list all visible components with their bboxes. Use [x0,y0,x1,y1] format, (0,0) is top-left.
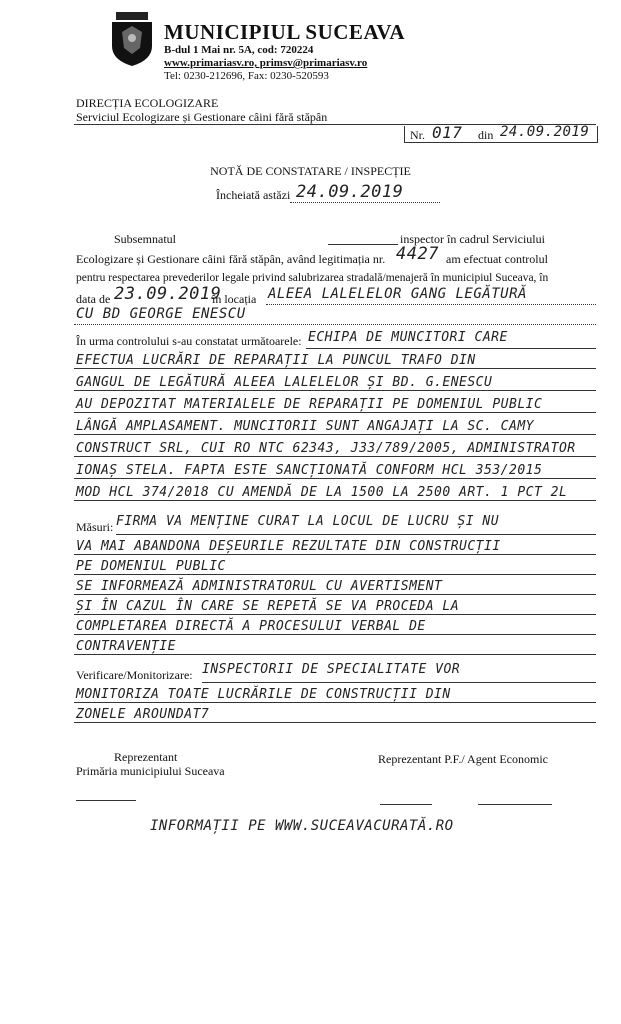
concluded-label: Încheiată astăzi [216,188,291,202]
data-value: 23.09.2019 [114,284,222,304]
findings-line: MOD HCL 374/2018 CU AMENDĂ DE LA 1500 LA 2500 ART. 1 PCT 2L [76,485,568,500]
findings-line: CONSTRUCT SRL, CUI RO NTC 62343, J33/789/2005, ADMINISTRATOR [76,441,576,456]
locatia-value: ALEEA LALELELOR GANG LEGĂTURĂ [268,286,527,302]
sign-left-line [76,800,136,801]
measures-line: CONTRAVENȚIE [76,639,176,654]
findings-line: LÂNGĂ AMPLASAMENT. MUNCITORII SUNT ANGAJAȚI LA SC. CAMY [76,419,534,434]
intro-line2b: am efectuat controlul [446,252,548,266]
verification-rule [74,702,596,703]
verification-first: INSPECTORII DE SPECIALITATE VOR [202,662,461,677]
sign-right-line-a [380,804,432,805]
locatia-label: în locația [212,292,257,306]
intro-inspector: inspector în cadrul Serviciului [400,232,545,246]
web-link[interactable]: www.primariasv.ro, primsv@primariasv.ro [164,57,368,69]
measures-label: Măsuri: [76,520,114,534]
label-rule [306,348,596,349]
findings-rule [74,412,596,413]
concluded-line [290,202,440,203]
findings-rule [74,456,596,457]
name-blank [328,244,398,245]
measures-rule [74,654,596,655]
label-rule [116,534,596,535]
verification-line: MONITORIZA TOATE LUCRĂRILE DE CONSTRUCȚII DIN [76,687,451,702]
measures-first: FIRMA VA MENȚINE CURAT LA LOCUL DE LUCRU ȘI NU [116,514,500,529]
verification-line: ZONELE AROUNDAT7 [76,707,210,722]
date-value: 24.09.2019 [500,124,590,140]
leg-number: 4427 [396,244,439,264]
data-label: data de [76,292,111,306]
sign-right-line-b [478,804,552,805]
intro-line3: pentru respectarea prevederilor legale privind salubrizarea stradală/menajeră în municipiul Suceava, în [76,272,549,284]
locatia-line2 [74,324,596,325]
findings-rule [74,478,596,479]
document-title: NOTĂ DE CONSTATARE / INSPECȚIE [210,164,411,178]
findings-line: GANGUL DE LEGĂTURĂ ALEEA LALELELOR ȘI BD. G.ENESCU [76,375,493,390]
measures-line: ȘI ÎN CAZUL ÎN CARE SE REPETĂ SE VA PROCEDA LA [76,599,460,614]
findings-line: IONAȘ STELA. FAPTA ESTE SANCȚIONATĂ CONFORM HCL 353/2015 [76,463,543,478]
findings-label: În urma controlului s-au constatat următoarele: [76,334,302,348]
findings-line: AU DEPOZITAT MATERIALELE DE REPARAȚII PE DOMENIUL PUBLIC [76,397,543,412]
sign-left-title: Reprezentant [114,750,178,764]
nr-value: 017 [432,123,463,142]
intro-line2: Ecologizare și Gestionare câini fără stăpân, având legitimația nr. [76,252,386,266]
measures-rule [74,554,596,555]
measures-rule [74,634,596,635]
address: B-dul 1 Mai nr. 5A, cod: 720224 [164,44,314,56]
din-label: din [478,128,494,142]
intro-subsemnatul: Subsemnatul [114,232,176,246]
verification-label: Verificare/Monitorizare: [76,668,193,682]
findings-rule [74,434,596,435]
coat-of-arms-icon [110,12,154,66]
findings-rule [74,500,596,501]
sign-left-sub: Primăria municipiului Suceava [76,764,225,778]
measures-rule [74,594,596,595]
locatia-line [266,304,596,305]
concluded-date: 24.09.2019 [296,182,404,202]
measures-rule [74,574,596,575]
label-rule [202,682,596,683]
sign-right-title: Reprezentant P.F./ Agent Economic [378,752,549,766]
city-title: MUNICIPIUL SUCEAVA [164,20,406,44]
findings-rule [74,368,596,369]
nr-label: Nr. [410,128,425,142]
phone: Tel: 0230-212696, Fax: 0230-520593 [164,70,329,82]
measures-line: PE DOMENIUL PUBLIC [76,559,226,574]
findings-rule [74,390,596,391]
findings-first: ECHIPA DE MUNCITORI CARE [308,330,508,345]
measures-rule [74,614,596,615]
findings-line: EFECTUA LUCRĂRI DE REPARAȚII LA PUNCUL TRAFO DIN [76,353,476,368]
department-name: DIRECȚIA ECOLOGIZARE [76,96,219,110]
measures-line: COMPLETAREA DIRECTĂ A PROCESULUI VERBAL DE [76,619,426,634]
measures-line: VA MAI ABANDONA DEȘEURILE REZULTATE DIN CONSTRUCȚII [76,539,501,554]
measures-line: SE INFORMEAZĂ ADMINISTRATORUL CU AVERTISMENT [76,579,443,594]
locatia-cont: CU BD GEORGE ENESCU [76,306,246,322]
verification-rule [74,722,596,723]
footer-note: INFORMAȚII PE WWW.SUCEAVACURATĂ.RO [150,818,454,834]
department-service: Serviciul Ecologizare și Gestionare câini fără stăpân [76,110,328,124]
